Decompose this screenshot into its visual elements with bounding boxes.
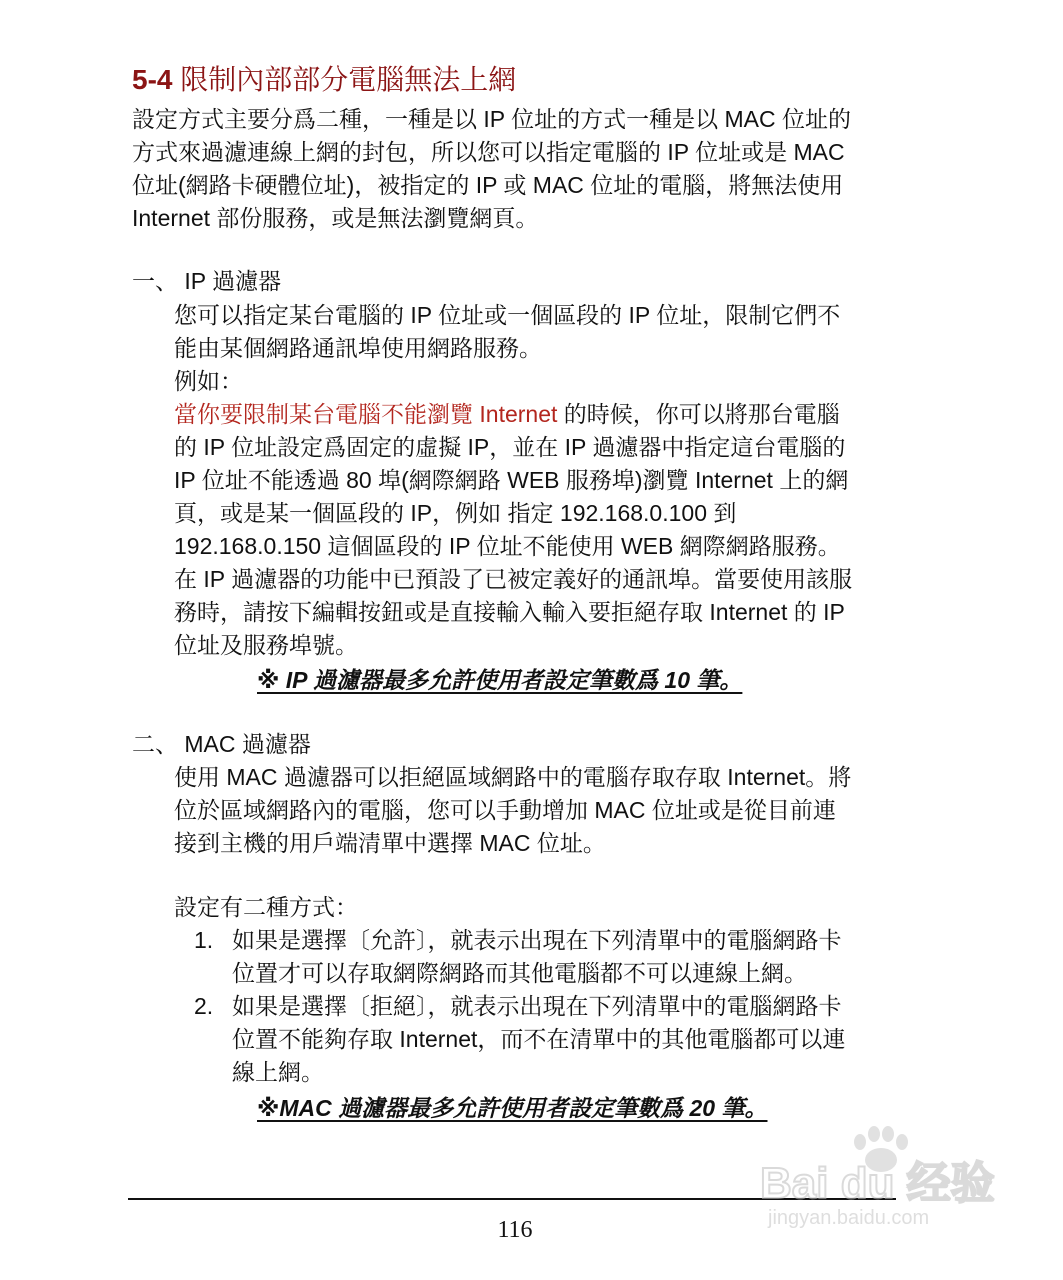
- ip-filter-heading: 一、 IP 過濾器: [132, 268, 282, 294]
- mac-filter-desc-line: 位於區域網路內的電腦，您可以手動增加 MAC 位址或是從目前連: [174, 797, 836, 823]
- section-number: 5-4: [132, 64, 173, 95]
- section-title-text: 限制內部部分電腦無法上網: [180, 64, 517, 95]
- ip-filter-desc-line: 您可以指定某台電腦的 IP 位址或一個區段的 IP 位址，限制它們不: [174, 302, 841, 328]
- ip-filter-example-line: IP 位址不能透過 80 埠(網際網路 WEB 服務埠)瀏覽 Internet 上的網: [174, 467, 849, 493]
- watermark-brand: Bai du 经验: [760, 1159, 995, 1208]
- ip-filter-limit-note: ※ IP 過濾器最多允許使用者設定筆數爲 10 筆。: [257, 667, 743, 693]
- intro-line: 方式來過濾連線上網的封包，所以您可以指定電腦的 IP 位址或是 MAC: [132, 139, 845, 165]
- mac-filter-heading: 二、 MAC 過濾器: [132, 731, 311, 757]
- ip-filter-example-line: 位址及服務埠號。: [174, 632, 358, 658]
- ip-filter-example-line: 192.168.0.150 這個區段的 IP 位址不能使用 WEB 網際網路服務。: [174, 533, 841, 559]
- method-number: 1.: [194, 927, 214, 953]
- method-number: 2.: [194, 993, 214, 1019]
- watermark-url: jingyan.baidu.com: [768, 1207, 930, 1229]
- ip-filter-example-line: 務時，請按下編輯按鈕或是直接輸入輸入要拒絕存取 Internet 的 IP: [174, 599, 845, 625]
- mac-filter-methods-title: 設定有二種方式：: [174, 894, 358, 920]
- intro-line: 位址(網路卡硬體位址)，被指定的 IP 或 MAC 位址的電腦，將無法使用: [132, 172, 844, 198]
- method-line: 如果是選擇〔允許〕，就表示出現在下列清單中的電腦網路卡: [232, 927, 842, 953]
- baidu-watermark-logo: [758, 1120, 1008, 1230]
- ip-filter-desc-line: 能由某個網路通訊埠使用網路服務。: [174, 335, 542, 361]
- method-line: 如果是選擇〔拒絕〕，就表示出現在下列清單中的電腦網路卡: [232, 993, 842, 1019]
- section-title: [132, 60, 516, 100]
- ip-filter-example-first-line: [174, 398, 840, 430]
- page-number: 116: [497, 1217, 533, 1243]
- mac-filter-desc-line: 使用 MAC 過濾器可以拒絕區域網路中的電腦存取存取 Internet。將: [174, 764, 852, 790]
- method-line: 位置不能夠存取 Internet，而不在清單中的其他電腦都可以連: [232, 1026, 846, 1052]
- method-line: 線上網。: [232, 1059, 324, 1085]
- ip-filter-example-line: 頁，或是某一個區段的 IP，例如 指定 192.168.0.100 到: [174, 500, 737, 526]
- ip-filter-example-line: 在 IP 過濾器的功能中已預設了已被定義好的通訊埠。當要使用該服: [174, 566, 853, 592]
- intro-line: Internet 部份服務，或是無法瀏覽網頁。: [132, 205, 539, 231]
- method-line: 位置才可以存取網際網路而其他電腦都不可以連線上網。: [232, 960, 807, 986]
- ip-filter-example-label: 例如：: [174, 368, 243, 394]
- ip-filter-example-rest: 的時候，你可以將那台電腦: [557, 401, 840, 427]
- mac-filter-limit-note: ※MAC 過濾器最多允許使用者設定筆數爲 20 筆。: [257, 1095, 768, 1121]
- intro-line: 設定方式主要分爲二種，一種是以 IP 位址的方式一種是以 MAC 位址的: [132, 106, 851, 132]
- ip-filter-example-highlight: 當你要限制某台電腦不能瀏覽 Internet: [174, 401, 558, 427]
- mac-filter-desc-line: 接到主機的用戶端清單中選擇 MAC 位址。: [174, 830, 606, 856]
- ip-filter-example-line: 的 IP 位址設定爲固定的虛擬 IP，並在 IP 過濾器中指定這台電腦的: [174, 434, 846, 460]
